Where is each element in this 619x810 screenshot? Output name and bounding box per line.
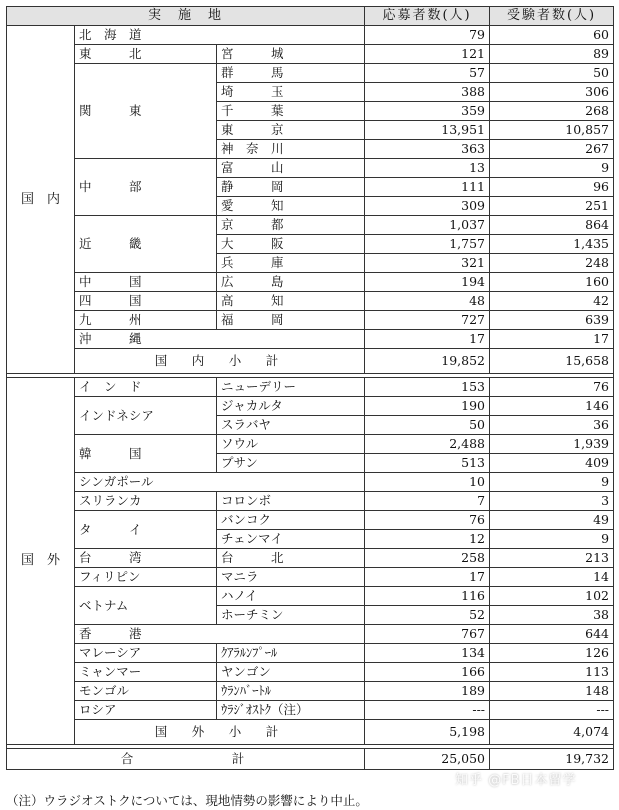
city-cell: ｳﾗｼﾞｵｽﾄｸ（注）	[217, 701, 365, 720]
region-cell: インドネシア	[75, 397, 217, 435]
region-cell: 沖 縄	[75, 330, 365, 349]
city-cell: 群 馬	[217, 64, 365, 83]
city-cell: 埼 玉	[217, 83, 365, 102]
table-row	[7, 330, 614, 349]
city-cell: バンコク	[217, 511, 365, 530]
applicants-cell: 52	[365, 606, 490, 625]
header-examinees: 受験者数(人)	[490, 7, 614, 26]
region-cell: 中 部	[75, 159, 217, 216]
region-cell: フィリピン	[75, 568, 217, 587]
table-row	[7, 682, 614, 701]
examinees-cell: 9	[490, 530, 614, 549]
examinees-cell: 50	[490, 64, 614, 83]
applicants-cell: 309	[365, 197, 490, 216]
city-cell: 千 葉	[217, 102, 365, 121]
applicants-cell: 48	[365, 292, 490, 311]
subtotal-applicants: 5,198	[365, 720, 490, 745]
applicants-cell: 727	[365, 311, 490, 330]
region-cell: 近 畿	[75, 216, 217, 273]
applicants-cell: 17	[365, 330, 490, 349]
table-row	[7, 549, 614, 568]
city-cell: 愛 知	[217, 197, 365, 216]
region-cell: 韓 国	[75, 435, 217, 473]
table-row	[7, 26, 614, 45]
examinees-cell: 9	[490, 159, 614, 178]
examinees-cell: 213	[490, 549, 614, 568]
table-row	[7, 625, 614, 644]
table-row	[7, 568, 614, 587]
subtotal-examinees: 4,074	[490, 720, 614, 745]
region-cell: 台 湾	[75, 549, 217, 568]
applicants-cell: 76	[365, 511, 490, 530]
city-cell: ジャカルタ	[217, 397, 365, 416]
applicants-cell: 116	[365, 587, 490, 606]
table-row	[7, 435, 614, 454]
city-cell: 富 山	[217, 159, 365, 178]
city-cell: 大 阪	[217, 235, 365, 254]
examinees-cell: 76	[490, 378, 614, 397]
examinees-cell: 17	[490, 330, 614, 349]
table-row	[7, 311, 614, 330]
applicants-cell: 194	[365, 273, 490, 292]
city-cell: ｸｱﾗﾙﾝﾌﾟｰﾙ	[217, 644, 365, 663]
table-row	[7, 644, 614, 663]
applicants-cell: 17	[365, 568, 490, 587]
city-cell: ソウル	[217, 435, 365, 454]
examinees-cell: 60	[490, 26, 614, 45]
examinees-cell: 14	[490, 568, 614, 587]
examinees-cell: 148	[490, 682, 614, 701]
table-row	[7, 64, 614, 83]
applicants-cell: 2,488	[365, 435, 490, 454]
region-cell: スリランカ	[75, 492, 217, 511]
examinees-cell: 267	[490, 140, 614, 159]
grand-total-row	[7, 749, 614, 770]
applicants-cell: 79	[365, 26, 490, 45]
subtotal-applicants: 19,852	[365, 349, 490, 374]
region-cell: タ イ	[75, 511, 217, 549]
region-cell: ベトナム	[75, 587, 217, 625]
city-cell: ニューデリー	[217, 378, 365, 397]
city-cell: ハノイ	[217, 587, 365, 606]
applicants-cell: 258	[365, 549, 490, 568]
region-cell: イ ン ド	[75, 378, 217, 397]
region-cell: ミャンマー	[75, 663, 217, 682]
region-cell: 東 北	[75, 45, 217, 64]
city-cell: チェンマイ	[217, 530, 365, 549]
overseas-label: 国 外	[7, 378, 75, 745]
city-cell: 高 知	[217, 292, 365, 311]
examinees-cell: 1,939	[490, 435, 614, 454]
city-cell: コロンボ	[217, 492, 365, 511]
city-cell: 京 都	[217, 216, 365, 235]
examinees-cell: 102	[490, 587, 614, 606]
region-cell: 関 東	[75, 64, 217, 159]
table-row	[7, 511, 614, 530]
applicants-cell: 13,951	[365, 121, 490, 140]
city-cell: マニラ	[217, 568, 365, 587]
applicants-cell: 111	[365, 178, 490, 197]
table-row	[7, 492, 614, 511]
examinees-cell: 113	[490, 663, 614, 682]
region-cell: 九 州	[75, 311, 217, 330]
city-cell: 兵 庫	[217, 254, 365, 273]
examinees-cell: 639	[490, 311, 614, 330]
examinees-cell: 1,435	[490, 235, 614, 254]
subtotal-label: 国 内 小 計	[75, 349, 365, 374]
examinees-cell: 248	[490, 254, 614, 273]
header-site: 実 施 地	[7, 7, 365, 26]
examinees-cell: 96	[490, 178, 614, 197]
header-row	[7, 7, 614, 26]
city-cell: 静 岡	[217, 178, 365, 197]
grand-total-applicants: 25,050	[365, 749, 490, 770]
table-row	[7, 701, 614, 720]
city-cell: 東 京	[217, 121, 365, 140]
region-cell: ロシア	[75, 701, 217, 720]
table-row	[7, 159, 614, 178]
domestic-subtotal-row	[7, 349, 614, 374]
city-cell: スラバヤ	[217, 416, 365, 435]
examinees-cell: 306	[490, 83, 614, 102]
examinees-cell: 251	[490, 197, 614, 216]
region-cell: 香 港	[75, 625, 365, 644]
domestic-section	[7, 26, 614, 374]
grand-total-label: 合 計	[7, 749, 365, 770]
region-cell: 中 国	[75, 273, 217, 292]
applicants-cell: 166	[365, 663, 490, 682]
examinees-cell: 38	[490, 606, 614, 625]
region-cell: 四 国	[75, 292, 217, 311]
applicants-cell: 359	[365, 102, 490, 121]
applicants-cell: 57	[365, 64, 490, 83]
examinees-cell: 644	[490, 625, 614, 644]
table-row	[7, 587, 614, 606]
subtotal-examinees: 15,658	[490, 349, 614, 374]
applicants-cell: 1,757	[365, 235, 490, 254]
table-row	[7, 397, 614, 416]
city-cell: 宮 城	[217, 45, 365, 64]
exam-results-table	[6, 6, 614, 770]
applicants-cell: 388	[365, 83, 490, 102]
domestic-label: 国 内	[7, 26, 75, 374]
examinees-cell: ---	[490, 701, 614, 720]
applicants-cell: 7	[365, 492, 490, 511]
footnote: （注）ウラジオストクについては、現地情勢の影響により中止。	[6, 793, 368, 808]
city-cell: 広 島	[217, 273, 365, 292]
applicants-cell: 363	[365, 140, 490, 159]
table-row	[7, 473, 614, 492]
header-applicants: 応募者数(人)	[365, 7, 490, 26]
examinees-cell: 36	[490, 416, 614, 435]
examinees-cell: 160	[490, 273, 614, 292]
applicants-cell: 321	[365, 254, 490, 273]
region-cell: 北 海 道	[75, 26, 365, 45]
city-cell: 福 岡	[217, 311, 365, 330]
examinees-cell: 409	[490, 454, 614, 473]
watermark: 知乎 @FB日本留学	[455, 773, 577, 788]
examinees-cell: 10,857	[490, 121, 614, 140]
applicants-cell: 50	[365, 416, 490, 435]
overseas-subtotal-row	[7, 720, 614, 745]
applicants-cell: 12	[365, 530, 490, 549]
city-cell: ヤンゴン	[217, 663, 365, 682]
applicants-cell: 134	[365, 644, 490, 663]
city-cell: ｳﾗﾝﾊﾞｰﾄﾙ	[217, 682, 365, 701]
applicants-cell: 513	[365, 454, 490, 473]
examinees-cell: 864	[490, 216, 614, 235]
table-row	[7, 273, 614, 292]
region-cell: モンゴル	[75, 682, 217, 701]
examinees-cell: 3	[490, 492, 614, 511]
table-row	[7, 378, 614, 397]
examinees-cell: 146	[490, 397, 614, 416]
subtotal-label: 国 外 小 計	[75, 720, 365, 745]
grand-total-examinees: 19,732	[490, 749, 614, 770]
examinees-cell: 42	[490, 292, 614, 311]
applicants-cell: ---	[365, 701, 490, 720]
applicants-cell: 121	[365, 45, 490, 64]
overseas-section	[7, 378, 614, 745]
table-row	[7, 663, 614, 682]
city-cell: プサン	[217, 454, 365, 473]
applicants-cell: 190	[365, 397, 490, 416]
city-cell: 神 奈 川	[217, 140, 365, 159]
examinees-cell: 9	[490, 473, 614, 492]
applicants-cell: 1,037	[365, 216, 490, 235]
examinees-cell: 126	[490, 644, 614, 663]
applicants-cell: 153	[365, 378, 490, 397]
applicants-cell: 767	[365, 625, 490, 644]
applicants-cell: 189	[365, 682, 490, 701]
city-cell: ホーチミン	[217, 606, 365, 625]
city-cell: 台 北	[217, 549, 365, 568]
table-row	[7, 45, 614, 64]
table-row	[7, 292, 614, 311]
applicants-cell: 13	[365, 159, 490, 178]
region-cell: シンガポール	[75, 473, 365, 492]
examinees-cell: 89	[490, 45, 614, 64]
applicants-cell: 10	[365, 473, 490, 492]
region-cell: マレーシア	[75, 644, 217, 663]
table-row	[7, 216, 614, 235]
examinees-cell: 268	[490, 102, 614, 121]
exam-results-table-container	[6, 6, 613, 770]
examinees-cell: 49	[490, 511, 614, 530]
